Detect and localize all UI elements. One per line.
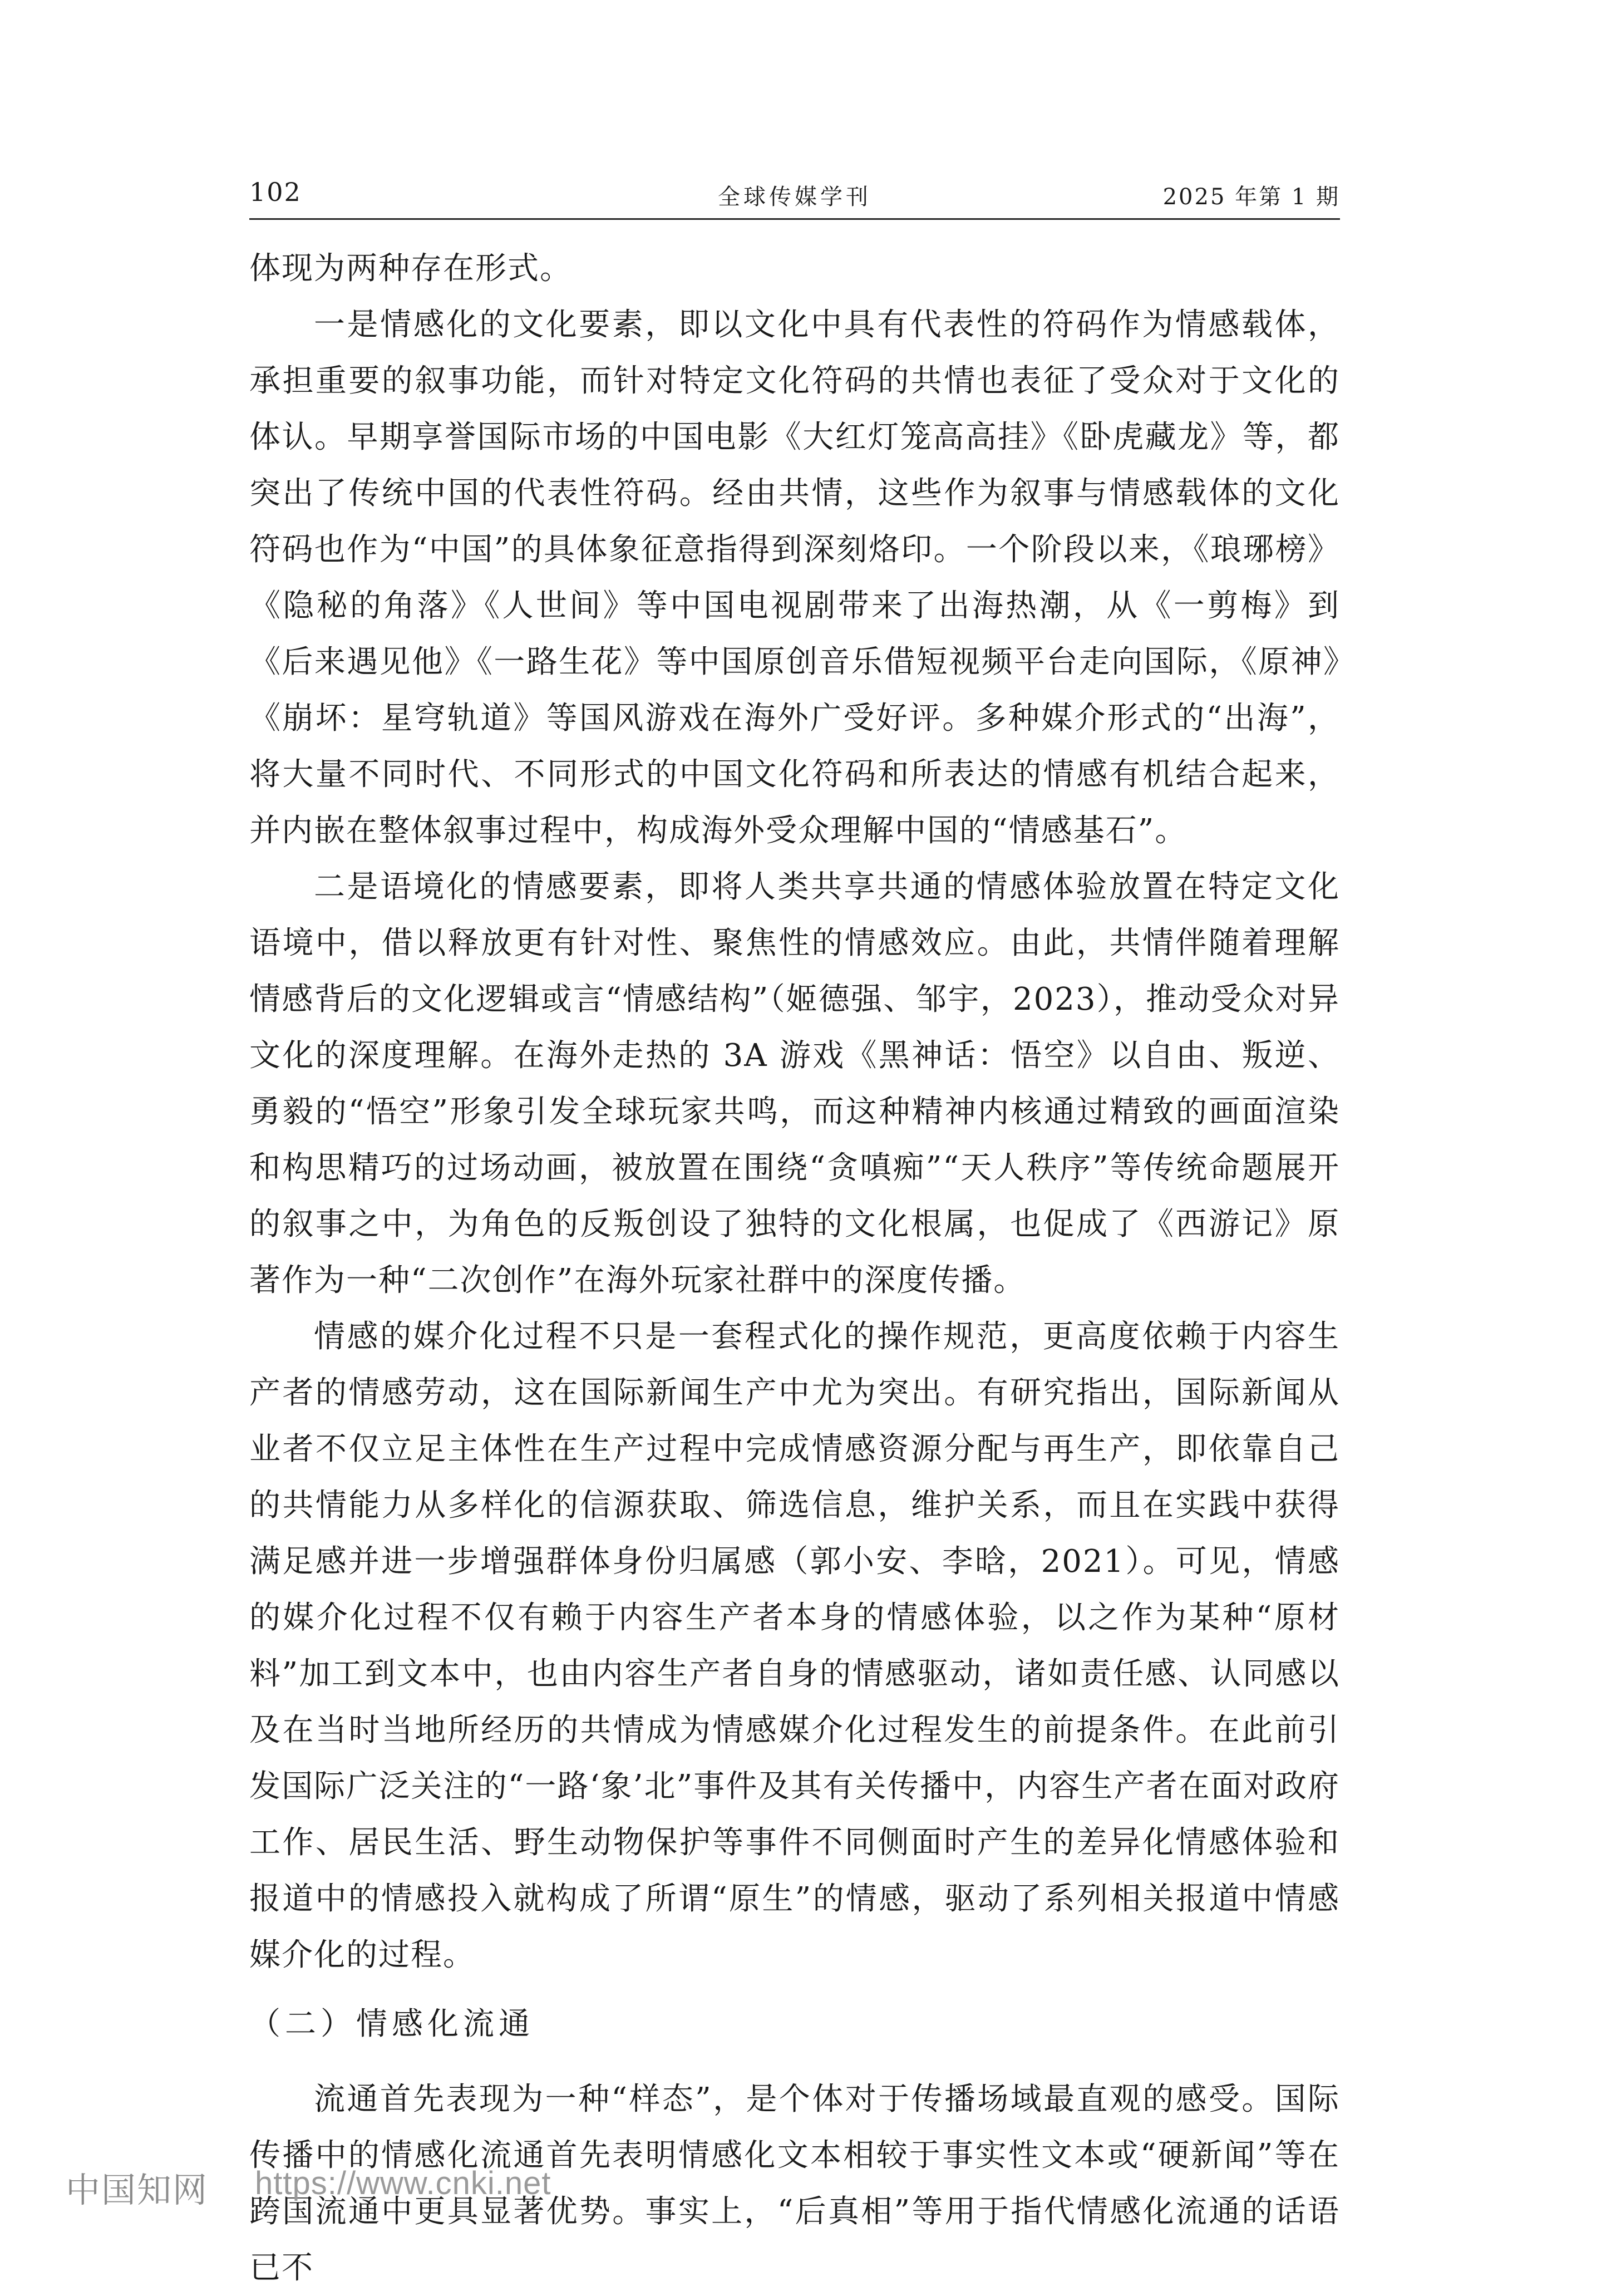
issue-label: 2025 年第 1 期	[1162, 184, 1340, 210]
paragraph-continuation: 体现为两种存在形式。	[249, 250, 572, 287]
article-body	[249, 240, 1340, 2296]
section-heading: （二）情感化流通	[249, 2006, 534, 2042]
paragraph: 一是情感化的文化要素，即以文化中具有代表性的符码作为情感载体，承担重要的叙事功能，而针对特定文化符码的共情也表征了受众对于文化的体认。早期享誉国际市场的中国电影《大红灯笼高高挂》《卧虎藏龙》等，都突出了传统中国的代表性符码。经由共情，这些作为叙事与情感载体的文化符码也作为“中国”的具体象征意指得到深刻烙印。一个阶段以来，《琅琊榜》《隐秘的角落》《人世间》等中国电视剧带来了出海热潮，从《一剪梅》到《后来遇见他》《一路生花》等中国原创音乐借短视频平台走向国际，《原神》《崩坏：星穹轨道》等国风游戏在海外广受好评。多种媒介形式的“出海”，将大量不同时代、不同形式的中国文化符码和所表达的情感有机结合起来，并内嵌在整体叙事过程中，构成海外受众理解中国的“情感基石”。	[249, 307, 1340, 849]
watermark-footer	[66, 2162, 733, 2213]
journal-title: 全球传媒学刊	[718, 184, 871, 210]
paragraph: 流通首先表现为一种“样态”，是个体对于传播场域最直观的感受。国际传播中的情感化流通首先表明情感化文本相较于事实性文本或“硬新闻”等在跨国流通中更具显著优势。事实上，“后真相”等用于指代情感化流通的话语已不	[249, 2081, 1340, 2286]
cnki-logo: 中国知网	[66, 2170, 209, 2210]
running-header	[249, 174, 1340, 220]
paragraph: 情感的媒介化过程不只是一套程式化的操作规范，更高度依赖于内容生产者的情感劳动，这在国际新闻生产中尤为突出。有研究指出，国际新闻从业者不仅立足主体性在生产过程中完成情感资源分配与再生产，即依靠自己的共情能力从多样化的信源获取、筛选信息，维护关系，而且在实践中获得满足感并进一步增强群体身份归属感（郭小安、李晗，2021）。可见，情感的媒介化过程不仅有赖于内容生产者本身的情感体验，以之作为某种“原材料”加工到文本中，也由内容生产者自身的情感驱动，诸如责任感、认同感以及在当时当地所经历的共情成为情感媒介化过程发生的前提条件。在此前引发国际广泛关注的“一路‘象’北”事件及其有关传播中，内容生产者在面对政府工作、居民生活、野生动物保护等事件不同侧面时产生的差异化情感体验和报道中的情感投入就构成了所谓“原生”的情感，驱动了系列相关报道中情感媒介化的过程。	[249, 1319, 1340, 1973]
cnki-url: https://www.cnki.net	[255, 2165, 551, 2201]
page-number: 102	[249, 177, 302, 207]
paragraph: 二是语境化的情感要素，即将人类共享共通的情感体验放置在特定文化语境中，借以释放更有针对性、聚焦性的情感效应。由此，共情伴随着理解情感背后的文化逻辑或言“情感结构”（姬德强、邹宇，2023），推动受众对异文化的深度理解。在海外走热的 3A 游戏《黑神话：悟空》以自由、叛逆、勇毅的“悟空”形象引发全球玩家共鸣，而这种精神内核通过精致的画面渲染和构思精巧的过场动画，被放置在围绕“贪嗔痴”“天人秩序”等传统命题展开的叙事之中，为角色的反叛创设了独特的文化根属，也促成了《西游记》原著作为一种“二次创作”在海外玩家社群中的深度传播。	[249, 869, 1340, 1299]
